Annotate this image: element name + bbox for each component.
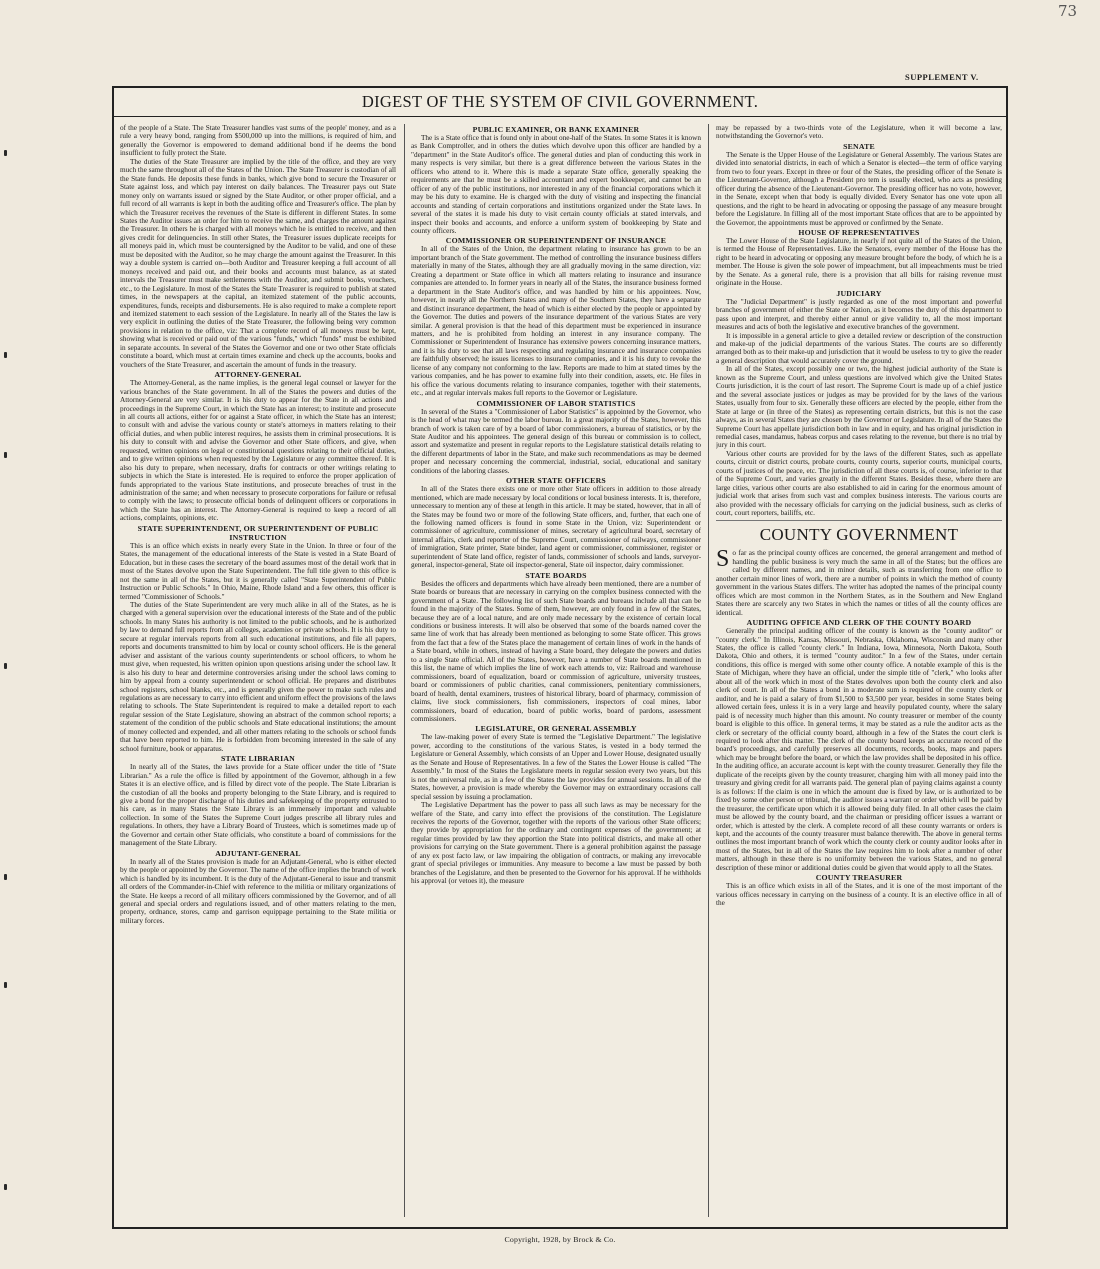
- paragraph: Generally the principal auditing officer of the county is known as the "county auditor" or "county clerk." In Illinois, Kansas, Missouri, Nebraska, Oklahoma, Wisconsin and many other States, the office is called "county clerk." In Indiana, Iowa, Minnesota, North Dakota, South Dakota, Ohio and others, it is termed "county auditor." In a few of the States, under certain conditions, this office is merged with some other county office. A notable example of this is the State of Michigan, where they have an official, under the simple title of "clerk," who looks after about all of the work which in most of the States devolves upon both the county clerk and also clerk of court. In all of the States a bond in a moderate sum is required of the county clerk or auditor, and he is paid a salary of from $1,500 to $3,500 per year, besides in some States being allowed certain fees, unless it is in a very large and heavily populated county, where the salary paid is of necessity much higher than this amount. No county treasurer or member of the county board is eligible to this office. In general terms, it may be stated as a rule the auditor acts as the clerk or secretary of the official county board, although in a few of the States the court clerk is required to look after this matter. The clerk of the county board keeps an accurate record of the board's proceedings, and carefully preserves all documents, records, books, maps and papers which may be brought before the board, or which the law provides shall be deposited in his office. In the auditing office, an accurate account is kept with the county treasurer. Generally they file the duplicate of the receipts given by the county treasurer, charging him with all money paid into the treasury and giving credit for all warrants paid. The general plan of paying claims against a county is as follows: If the claim is one in which the amount due is fixed by law, or is authorized to be fixed by some other person or tribunal, the auditor issues a warrant or order which will be paid by the treasurer, the certificate upon which it is allowed being duly filed. In all other cases the claim must be allowed by the county board, and the chairman or presiding officer issues a warrant or order, which is attested by the clerk. A complete record of all these county warrants or orders is kept, and the accounts of the county treasurer must balance therewith. The above in general terms outlines the most important branch of work which the county clerk or county auditor looks after in most of the States, but in all of the States the law requires him to look after a number of other matters, although in these there is no uniformity between the various States, and no general description of these minor or additional duties could be given that would apply to all the States.: [716, 627, 1002, 872]
- section-heading: HOUSE OF REPRESENTATIVES: [798, 227, 920, 237]
- paragraph: The is a State office that is found only in about one-half of the States. In some States it is known as Bank Comptroller, and in others the duties which devolve upon this officer are handled by a "department" in the State Auditor's office. The general duties and plan of conducting this work in many respects is very similar, but there is a great difference between the various States in the officers who attend to it. Where this is made a separate State office, generally speaking the requirements are that he must be a skilled accountant and expert bookkeeper, and cannot be an officer of any of the public institutions, nor interested in any of the financial corporations which it may be his duty to examine. He is charged with the duty of visiting and inspecting the financial accounts and standing of certain corporations and institutions organized under the State laws. In several of the states it is made his duty to visit certain county officials at stated intervals, and inspect their books and accounts, and enforce a uniform system of bookkeeping by State and county officers.: [411, 134, 701, 235]
- binding-mark: [4, 874, 7, 880]
- page-frame: [112, 86, 1008, 1244]
- section-heading: STATE LIBRARIAN: [221, 754, 295, 764]
- binding-mark: [4, 1184, 7, 1190]
- paragraph-text: o far as the principal county offices are concerned, the general arrangement and method of handling the public business is very much the same in all of the States; but the offices are called by different names, and in minor details, such as transferring from one office to another certain minor lines of work, there are a number of points in which the method of county government in the various States differs. The writer has adopted the names of the principal county offices which are most common in the Northern States, as in the Southern and New England States there are scarcely any two States in which the names or titles of all the county offices are identical.: [716, 549, 1002, 617]
- binding-mark: [4, 452, 7, 458]
- page-title: DIGEST OF THE SYSTEM OF CIVIL GOVERNMENT.: [114, 88, 1006, 117]
- column-1: [120, 124, 396, 1221]
- paragraph: This is an office which exists in nearly every State in the Union. In three or four of the States, the management of the educational interests of the State is vested in a State Board of Education, but in these cases the secretary of the board assumes most of the detail work that in most of the States devolve upon the State Superintendent. The full title given to this office is not the same in all of the States, but it is generally called "State Superintendent of Public Instruction or Public Schools." In Ohio, Maine, Rhode Island and a few others, this officer is termed "Commissioner of Schools.": [120, 541, 396, 601]
- column-divider: [708, 124, 709, 1217]
- paragraph: The Senate is the Upper House of the Legislature or General Assembly. The various States are divided into senatorial districts, in each of which a Senator is elected—the term of office varying from two to four years. Except in three or four of the States, the presiding officer of the Senate is the Lieutenant-Governor, although a President pro tem is usually elected, who acts as presiding officer during the absence of the Lieutenant-Governor. The presiding officer has no vote, however, in the Senate, except when that body is equally divided. Every Senator has one vote upon all questions, and the right to be heard in advocating or opposing the passage of any measure brought before the Legislature. In filling all of the most important State offices that are to be appointed by the Governor, the appointments must be approved or confirmed by the Senate.: [716, 150, 1002, 227]
- binding-mark: [4, 982, 7, 988]
- paragraph: In all of the States there exists one or more other State officers in addition to those already mentioned, which are made necessary by local conditions or local business interests. It is, therefore, unnecessary to mention any of these at length in this article. It may be stated, however, that in all of the States may be found two or more of the following State officers, and, further, that each one of the following named officers is found in some State in the Union, viz: Superintendent or commissioner of agriculture, commissioner of mines, secretary of agricultural board, secretary of internal affairs, clerk and reporter of the Supreme Court, commissioner of railways, commissioner of immigration, State printer, State binder, land agent or commissioner, commissioner, register or superintendent of State land office, register of lands, commissioner of schools and lands, surveyor-general, inspector-general, State oil inspector-general, State oil inspector, dairy commissioner.: [411, 485, 701, 570]
- paragraph: may be repassed by a two-thirds vote of the Legislature, when it will become a law, notwithstanding the Governor's veto.: [716, 124, 1002, 141]
- section-heading: STATE SUPERINTENDENT, OR SUPERINTENDENT OF PUBLIC INSTRUCTION: [137, 523, 379, 542]
- paragraph: The duties of the State Superintendent are very much alike in all of the States, as he is charged with a general supervision over the educational interests of the State and of the public schools. In many States his authority is not limited to the public schools, and he is authorized by law to demand full reports from all colleges, academies or private schools. It is his duty to secure at regular intervals reports from all such educational institutions, and file all papers, reports and documents transmitted to him by local or county school officers. He is the general adviser and assistant of the various county superintendents or school officers, to whom he must give, when requested, his written opinion upon questions arising under the school law. It is also his duty to hear and determine controversies arising under the school laws coming to him by appeal from a county superintendent or school official. He prepares and distributes school registers, school blanks, etc., and is generally given the power to make such rules and regulations as are necessary to carry into efficient and uniform effect the provisions of the laws relating to schools. The State Superintendent is required to make a detailed report to each regular session of the State Legislature, showing an abstract of the common school reports; a statement of the condition of the public schools and State educational institutions; the amount of money collected and expended, and all other matters relating to the schools or school funds that have been reported to him. He is forbidden from becoming interested in the sale of any school furniture, book or apparatus.: [120, 601, 396, 753]
- binding-mark: [4, 352, 7, 358]
- paragraph: The Legislative Department has the power to pass all such laws as may be necessary for the welfare of the State, and carry into effect the provisions of the constitution. The Legislature receives the reports of the Governor, together with the reports of the various other State officers; they provide by appropriation for the ordinary and contingent expenses of the government; at regular times provided by law they apportion the State into political districts, and make all other provisions for carrying on the State government. There is a general prohibition against the passage of any ex post facto law, or law impairing the obligation of contracts, or making any irrevocable grant of special privileges or immunities. Any measure to become a law must be passed by both branches of the Legislature, and then be presented to the Governor for his approval. If he withholds his approval (or vetoes it), the measure: [411, 801, 701, 886]
- paragraph: The law-making power of every State is termed the "Legislative Department." The legislative power, according to the constitutions of the various States, is vested in a body termed the Legislature or General Assembly, which consists of an Upper and Lower House, designated usually as the Senate and House of Representatives. In a few of the States the Lower House is called "The Assembly." In most of the States the Legislature meets in regular session every two years, but this is not the universal rule, as in a few of the States the law provides for annual sessions. In all of the States, however, a provision is made whereby the Governor may on extraordinary occasions call special session by issuing a proclamation.: [411, 733, 701, 801]
- section-heading: ADJUTANT-GENERAL: [215, 848, 301, 858]
- paragraph: The Lower House of the State Legislature, in nearly if not quite all of the States of the Union, is termed the House of Representatives. Like the Senators, every member of the House has the right to be heard in advocating or opposing any measure brought before the body, of which he is a member. The House is given the sole power of impeachment, but all impeachments must be tried by the Senate. As a general rule, there is a provision that all bills for raising revenue must originate in the House.: [716, 236, 1002, 288]
- paragraph: Various other courts are provided for by the laws of the different States, such as appellate courts, circuit or district courts, probate courts, county courts, superior courts, municipal courts, courts of justices of the peace, etc. The jurisdiction of all these courts is, of course, inferior to that of the Supreme Court, and varies greatly in the different States. Besides these, where there are large cities, various other courts are also established to aid in caring for the enormous amount of judicial work that arises from such vast and complex business interests. The various courts are also provided with the necessary officials for carrying on the judicial business, such as clerks of court, court reporters, bailiffs, etc.: [716, 449, 1002, 518]
- copyright-line: Copyright, 1928, by Brock & Co.: [504, 1235, 616, 1244]
- binding-mark: [4, 150, 7, 156]
- column-3: [716, 124, 1002, 1221]
- paragraph: In all of the States, except possibly one or two, the highest judicial authority of the State is known as the Supreme Court, and unless questions are involved which give the United States Courts jurisdiction, it is the court of last resort. The Supreme Court is made up of a chief justice and the several associate justices or judges as may be provided for by the laws of the various States, usually from four to six. Generally these officers are elected by the people, either from the State at large or (in three of the States) as representing certain districts, but this is not the case always, as in several States they are chosen by the Governor or Legislature. In all of the States the Supreme Court has appellate jurisdiction both in law and in equity, and has original jurisdiction in remedial cases, mandamus, habeas corpus and cases relating to the revenue, but there is no trial by jury in this court.: [716, 365, 1002, 450]
- paragraph: In several of the States a "Commissioner of Labor Statistics" is appointed by the Governor, who is the head of what may be termed the labor bureau. In a great majority of the States, however, this branch of work is taken care of by a board of labor commissioners, a bureau of statistics, or by the State Auditor and his appointees. The general design of this bureau or commission is to collect, assort and systematize and present in regular reports to the Legislature statistical details relating to the different departments of labor in the State, and make such recommendations as may be deemed proper and necessary concerning the commercial, industrial, social, educational and sanitary conditions of the laboring classes.: [411, 407, 701, 475]
- paragraph: of the people of a State. The State Treasurer handles vast sums of the people' money, and as a rule a very heavy bond, ranging from $500,000 up into the millions, is required of him, and generally the Governor is empowered to demand additional bond if he deems the bond insufficient to fully protect the State.: [120, 124, 396, 158]
- paragraph: The duties of the State Treasurer are implied by the title of the office, and they are very much the same throughout all of the States of the Union. The State Treasurer is custodian of all the State funds. He deposits these funds in banks, which give bond to secure the Treasurer or State against loss, and which pay interest on daily balances. The Treasurer pays out State money only on warrants issued or signed by the State Auditor, or other proper official, and a full record of all warrants is kept in both the auditing office and Treasurer's office. The plan by which the Treasurer receives the revenues of the State is different in different States. In some States the Auditor issues an order for him to receive the same, and charges the amount against the Treasurer. In others he is charged with all moneys which he is entitled to receive, and then gives credit for delinquencies. In still other States, the Treasurer issues duplicate receipts for all moneys paid in, which must be countersigned by the Auditor to be valid, and one of these must be deposited with the Auditor, so he may charge the amount against the Treasurer. In this way a double system is carried on—both Auditor and Treasurer keeping a full account of all moneys received and paid out, and their books and accounts must balance, as at stated intervals the Treasurer must make settlements with the Auditor, and submit books, vouchers, etc., to the Legislature. In most of the States the State Treasurer is required to publish at stated times, in the newspapers at the capital, an itemized statement of the public accounts, expenditures, funds, receipts and disbursements. He is also required to make a complete report and itemized statement to each session of the Legislature. In nearly all of the States the law is very explicit in outlining the duties of the State Treasurer, the following being very common provisions in relation to the office, viz: That a complete record of all moneys must be kept, showing what is received or paid out of the various "funds," which "funds" must be exhibited in separate accounts. In several of the States the Governor and one or two other State officials constitute a board, which must at certain times examine and check up the accounts, books and vouchers of the State Treasurer, and ascertain the amount of funds in the treasury.: [120, 157, 396, 369]
- county-government-heading: COUNTY GOVERNMENT: [716, 520, 1002, 545]
- paragraph: The "Judicial Department" is justly regarded as one of the most important and powerful branches of government of either the State or Nation, as it becomes the duty of this department to pass upon and interpret, and thereby either annul or give validity to, all the most important measures and acts of both the legislative and executive branches of the government.: [716, 297, 1002, 332]
- paragraph: The Attorney-General, as the name implies, is the general legal counsel or lawyer for the various branches of the State government. In all of the States the powers and duties of the Attorney-General are very similar. It is his duty to appear for the State in all actions and proceedings in the Supreme Court, in which the State has an interest; to institute and prosecute in all courts all actions, either for or against a State officer, in which the State has an interest; to consult with and advise the various county or state's attorneys in matters relating to their official duties, and when public interest requires, he assists them in criminal prosecutions. It is his duty to consult with and advise the Governor and other State officers, and give, when requested, written opinions on legal or constitutional questions relating to their official duties, and to give written opinions when requested by the Legislature or any committee thereof. It is also his duty to prepare, when necessary, drafts for contracts or other writings relating to subjects in which the State is interested. He is required to enforce the proper application of funds appropriated to the various State institutions, and prosecute breaches of trust in the administration of the same; and when necessary to prosecute corporations for failure or refusal to comply with the laws; to prosecute official bonds of delinquent officers or corporations in which the State has an interest. The Attorney-General is required to keep a record of all actions, complaints, opinions, etc.: [120, 379, 396, 523]
- paragraph: Besides the officers and departments which have already been mentioned, there are a number of State boards or bureaus that are necessary in carrying on the complex business connected with the government of a State. The following list of such State boards and bureaus include all that can be found in the majority of the States. Some of them, however, are only found in a few of the States, because they are of a local nature, and are only made necessary by the existence of certain local conditions or business interests. It will also be observed that some of the boards named cover the same line of work that has already been mentioned as belonging to some State officer. This grows from the fact that a few of the States place the management of certain lines of work in the hands of a State board, while in others, instead of having a State board, they delegate the powers and duties to a single State official. All of the States, however, have a number of State boards mentioned in this list, the name of which implies the line of work each attends to, viz: Railroad and warehouse commissioners, board of equalization, board or commission of agriculture, university trustees, board or commissioners of public charities, canal commissioners, penitentiary commissioners, board of health, dental examiners, trustees of historical library, board of pharmacy, commission of claims, live stock commissioners, fish commissioners, inspectors of coal mines, labor commissioners, board of education, board of public works, board of pardons, assessment commissioners.: [411, 579, 701, 723]
- page-number: 73: [1058, 2, 1078, 20]
- section-heading: SENATE: [843, 141, 875, 151]
- supplement-label: SUPPLEMENT V.: [905, 72, 979, 82]
- section-heading: COUNTY TREASURER: [815, 873, 903, 883]
- section-heading: OTHER STATE OFFICERS: [506, 476, 606, 486]
- column-divider: [404, 124, 405, 1217]
- section-heading: ATTORNEY-GENERAL: [214, 370, 302, 380]
- section-heading: AUDITING OFFICE AND CLERK OF THE COUNTY BOARD: [746, 618, 972, 628]
- section-heading: PUBLIC EXAMINER, OR BANK EXAMINER: [472, 125, 640, 134]
- section-heading: JUDICIARY: [836, 288, 882, 298]
- binding-mark: [4, 663, 7, 669]
- paragraph: [716, 546, 1002, 617]
- paragraph: In nearly all of the States provision is made for an Adjutant-General, who is either elected by the people or appointed by the Governor. The name of the office implies the branch of work which is handled by its incumbent. It is the duty of the Adjutant-General to issue and transmit all orders of the Commander-in-Chief with reference to the militia or military organizations of the State. He keeps a record of all military officers commissioned by the Governor, and of all general and special orders and regulations issued, and of other matters relating to the men, property, ordnance, stores, camp and garrison equippage pertaining to the State militia or military forces.: [120, 857, 396, 925]
- section-heading: LEGISLATURE, OR GENERAL ASSEMBLY: [475, 724, 637, 734]
- paragraph: It is impossible in a general article to give a detailed review or description of the construction and make-up of the judicial departments of the various States. The courts are so differently arranged both as to their make-up and jurisdiction that it would be useless to try to give the reader a general description that would accurately cover the ground.: [716, 331, 1002, 365]
- column-2: [411, 124, 701, 1221]
- drop-cap: S: [716, 546, 730, 573]
- paragraph: In all of the States of the Union, the department relating to insurance has grown to be an important branch of the State government. The method of controlling the insurance business differs materially in many of the States, although they are all gradually moving in the same direction, viz: Creating a department or State office in which all matters relating to insurance and insurance companies are attended to. In former years in nearly all of the States, the insurance business formed a department in the State Auditor's office, and was handled by him or his appointees. Now, however, in nearly all the Northern States and many of the Southern States, they have a separate and distinct insurance department, the head of which is either elected by the people or appointed by the Governor. The duties and powers of the insurance department of the various States are very similar. A general provision is that the head of this department must be experienced in insurance matters, and he is prohibited from holding an interest in any insurance company. The Commissioner or Superintendent of Insurance has extensive powers concerning insurance matters, and it is his duty to see that all laws respecting and regulating insurance and insurance companies are faithfully observed; he issues licenses to insurance companies, and it is his duty to revoke the license of any company not conforming to the law. Reports are made to him at stated times by the various companies, and he has power to examine fully into their condition, assets, etc. He files in his office the various documents relating to insurance companies, together with their statements, etc., and at regular intervals makes full reports to the Governor or Legislature.: [411, 245, 701, 398]
- section-heading: STATE BOARDS: [525, 570, 587, 580]
- section-heading: COMMISSIONER OR SUPERINTENDENT OF INSURANCE: [445, 236, 667, 246]
- paragraph: In nearly all of the States, the laws provide for a State officer under the title of "State Librarian." As a rule the office is filled by appointment of the Governor, although in a few States it is an elective office, and is filled by direct vote of the people. The State Librarian is the custodian of all the books and property belonging to the State Library, and is required to give a bond for the proper discharge of his duties and safekeeping of the property entrusted to his care, as in many States the State Library is an immensely important and valuable collection. In some of the States the Supreme Court judges prescribe all library rules and regulations. In others, they have a Library Board of Trustees, which is sometimes made up of the Governor and certain other State officials, who constitute a board of commissions for the management of the State Library.: [120, 763, 396, 848]
- section-heading: COMMISSIONER OF LABOR STATISTICS: [476, 398, 636, 408]
- paragraph: This is an office which exists in all of the States, and it is one of the most important of the various offices necessary in carrying on the business of a county. It is an elective office in all of the: [716, 882, 1002, 908]
